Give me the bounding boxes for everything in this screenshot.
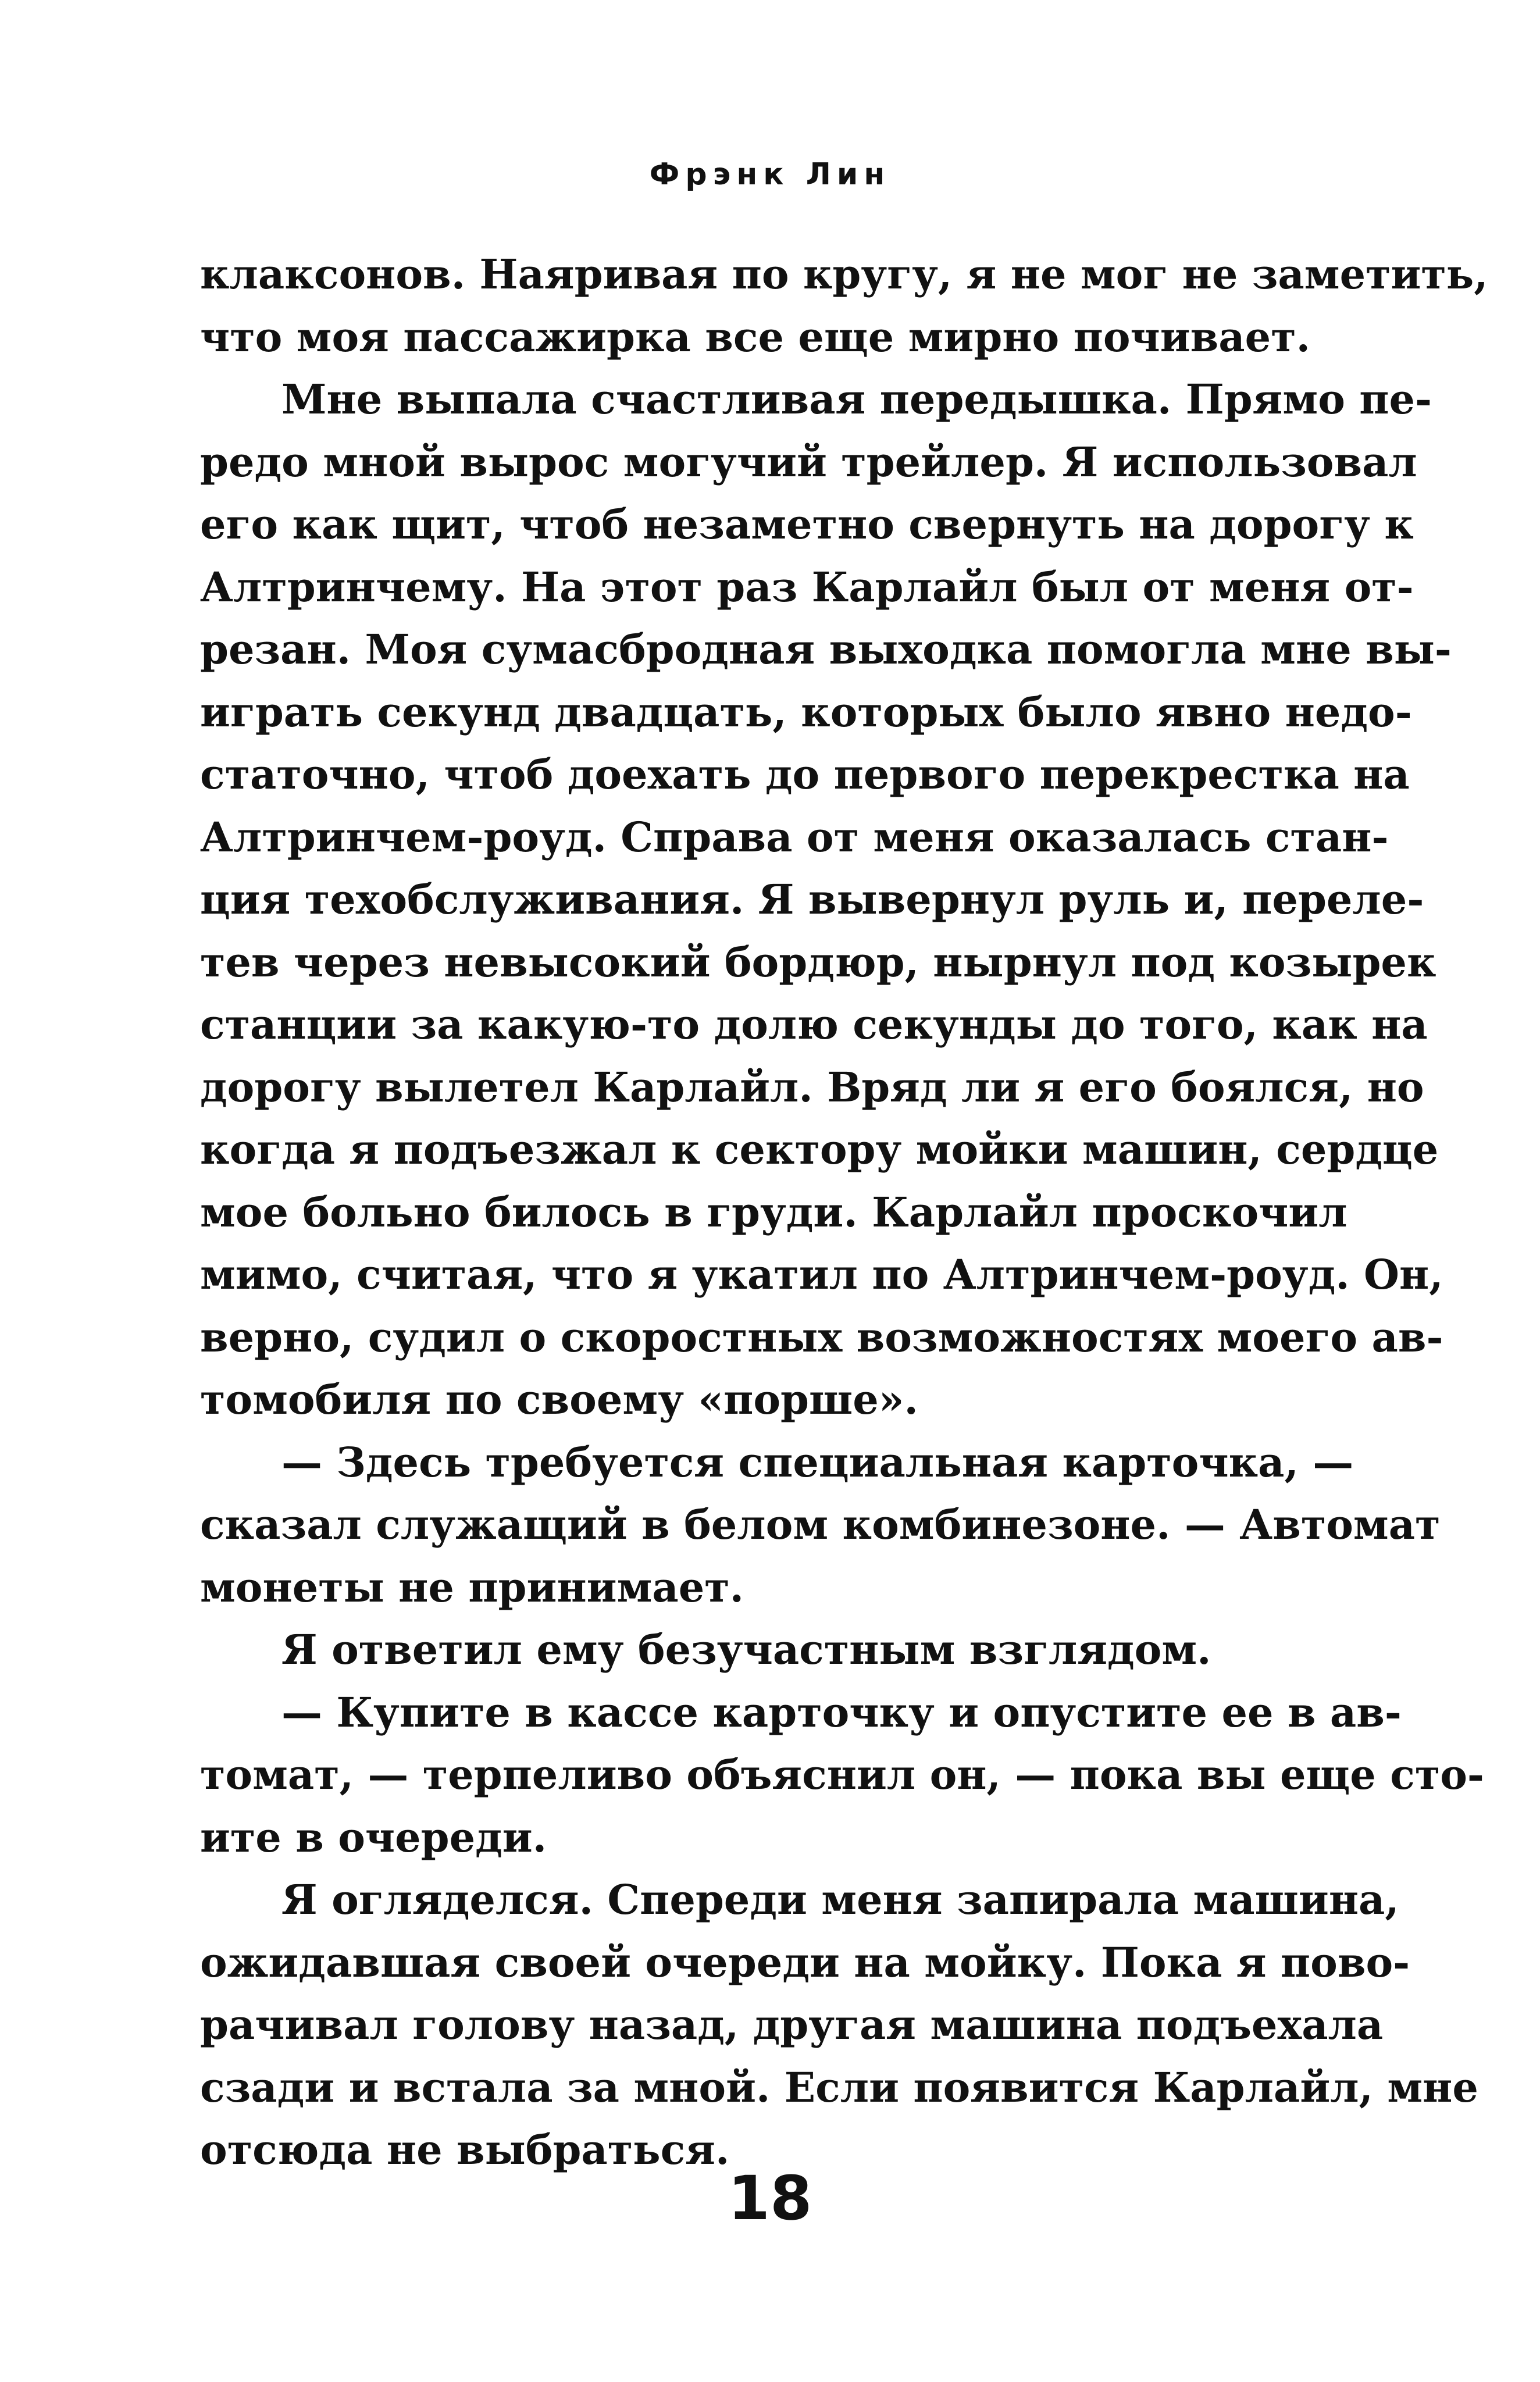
text-line: томобиля по своему «порше». — [200, 1375, 918, 1424]
text-line: — Купите в кассе карточку и опустите ее в ав- — [281, 1688, 1402, 1736]
body-text — [200, 243, 1488, 2181]
text-line: ите в очереди. — [200, 1813, 547, 1862]
text-line: томат, — терпеливо объяснил он, — пока вы еще сто- — [200, 1750, 1484, 1799]
text-line: отсюда не выбраться. — [200, 2126, 730, 2174]
text-line: что моя пассажирка все еще мирно почивает. — [200, 312, 1310, 361]
text-line: мое больно билось в груди. Карлайл проскочил — [200, 1188, 1348, 1236]
text-line: статочно, чтоб доехать до первого перекрестка на — [200, 750, 1410, 798]
text-line: сзади и встала за мной. Если появится Карлайл, мне — [200, 2063, 1478, 2112]
text-line: Я огляделся. Спереди меня запирала машина, — [281, 1875, 1399, 1924]
text-line: резан. Моя сумасбродная выходка помогла мне вы- — [200, 625, 1452, 673]
text-line: Алтринчему. На этот раз Карлайл был от меня от- — [200, 562, 1414, 611]
text-line: его как щит, чтоб незаметно свернуть на дорогу к — [200, 500, 1414, 548]
text-line: — Здесь требуется специальная карточка, — — [281, 1438, 1354, 1486]
text-line: клаксонов. Наяривая по кругу, я не мог не заметить, — [200, 250, 1488, 298]
text-line: верно, судил о скоростных возможностях моего ав- — [200, 1313, 1443, 1361]
text-line: ция техобслуживания. Я вывернул руль и, переле- — [200, 875, 1424, 923]
running-head-author: Фрэнк Лин — [649, 157, 891, 192]
text-line: дорогу вылетел Карлайл. Вряд ли я его боялся, но — [200, 1062, 1424, 1111]
text-line: Алтринчем-роуд. Справа от меня оказалась стан- — [200, 812, 1389, 861]
text-line: рачивал голову назад, другая машина подъехала — [200, 2001, 1384, 2049]
text-line: тев через невысокий бордюр, нырнул под козырек — [200, 937, 1436, 986]
text-line: Я ответил ему безучастным взглядом. — [281, 1625, 1211, 1674]
text-line: монеты не принимает. — [200, 1563, 744, 1611]
text-line: ожидавшая своей очереди на мойку. Пока я пово- — [200, 1938, 1410, 1987]
page-number: 18 — [728, 2163, 812, 2234]
text-line: станции за какую-то долю секунды до того, как на — [200, 1000, 1428, 1049]
text-line: сказал служащий в белом комбинезоне. — Автомат — [200, 1500, 1441, 1549]
text-line: Мне выпала счастливая передышка. Прямо пе- — [281, 375, 1432, 423]
text-line: играть секунд двадцать, которых было явно недо- — [200, 687, 1412, 736]
text-line: редо мной вырос могучий трейлер. Я использовал — [200, 437, 1417, 486]
text-line: когда я подъезжал к сектору мойки машин, сердце — [200, 1125, 1439, 1174]
text-line: мимо, считая, что я укатил по Алтринчем-роуд. Он, — [200, 1250, 1443, 1299]
